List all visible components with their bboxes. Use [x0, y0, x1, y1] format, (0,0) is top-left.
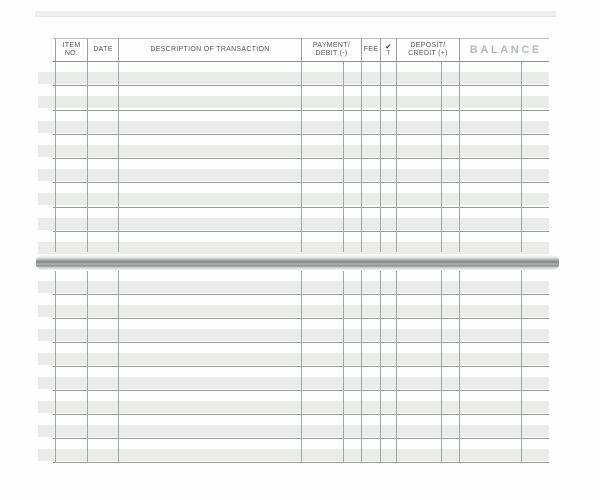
register-top-section — [53, 38, 549, 257]
cents-divider — [343, 271, 344, 463]
column-divider — [55, 62, 56, 252]
row-shading-stripe — [38, 401, 549, 413]
row-shading-stripe — [38, 145, 549, 157]
column-divider — [396, 62, 397, 252]
item-no-label-line1: ITEM — [62, 42, 81, 50]
column-divider — [380, 271, 381, 463]
row-shading-stripe — [38, 193, 549, 205]
row-shading-stripe — [38, 169, 549, 181]
column-header-payment-debit — [301, 39, 361, 61]
payment-label-line1: PAYMENT/ — [312, 42, 351, 50]
row-shading-stripe — [38, 377, 549, 389]
column-header-deposit-credit — [396, 39, 459, 61]
column-divider — [118, 271, 119, 463]
row-shading-stripe — [38, 449, 549, 461]
cents-divider — [343, 62, 344, 252]
cents-divider — [521, 271, 522, 463]
column-header-fee — [361, 39, 380, 61]
check-t-label: T — [386, 50, 391, 58]
check-mark-icon: ✔ — [385, 41, 392, 51]
column-divider — [55, 271, 56, 463]
column-header-item-no — [55, 39, 87, 61]
row-shading-stripe — [38, 305, 549, 317]
cents-divider — [441, 62, 442, 252]
column-divider — [459, 271, 460, 463]
column-divider — [301, 271, 302, 463]
date-label: DATE — [93, 46, 113, 54]
register-bottom-section — [53, 271, 549, 463]
column-divider — [301, 62, 302, 252]
description-label: DESCRIPTION OF TRANSACTION — [150, 46, 270, 54]
fee-label: FEE — [363, 46, 379, 54]
row-shading-stripe — [38, 353, 549, 365]
balance-label: BALANCE — [469, 43, 542, 56]
row-shading-stripe — [38, 329, 549, 341]
column-divider — [87, 271, 88, 463]
row-shading-stripe — [38, 281, 549, 293]
row-shading-stripe — [38, 425, 549, 437]
row-shading-stripe — [38, 242, 549, 254]
column-header-description — [118, 39, 301, 61]
column-divider — [118, 62, 119, 252]
column-header-cleared — [380, 39, 396, 61]
cents-divider — [441, 271, 442, 463]
register-header-row — [53, 38, 549, 62]
column-divider — [380, 62, 381, 252]
column-divider — [459, 62, 460, 252]
payment-label-line2: DEBIT (-) — [315, 50, 348, 57]
row-shading-stripe — [38, 72, 549, 84]
column-divider — [361, 271, 362, 463]
row-shading-stripe — [38, 218, 549, 230]
page-top-edge — [35, 11, 556, 17]
item-no-label-line2: NO. — [64, 50, 79, 57]
row-shading-stripe — [38, 96, 549, 108]
deposit-label-line2: CREDIT (+) — [408, 50, 448, 57]
column-divider — [396, 271, 397, 463]
spiral-binding-bar — [36, 255, 559, 270]
column-header-date — [87, 39, 118, 61]
row-shading-stripe — [38, 121, 549, 133]
cents-divider — [521, 62, 522, 252]
column-header-balance — [459, 39, 549, 61]
deposit-label-line1: DEPOSIT/ — [410, 42, 446, 50]
column-divider — [361, 62, 362, 252]
column-divider — [87, 62, 88, 252]
